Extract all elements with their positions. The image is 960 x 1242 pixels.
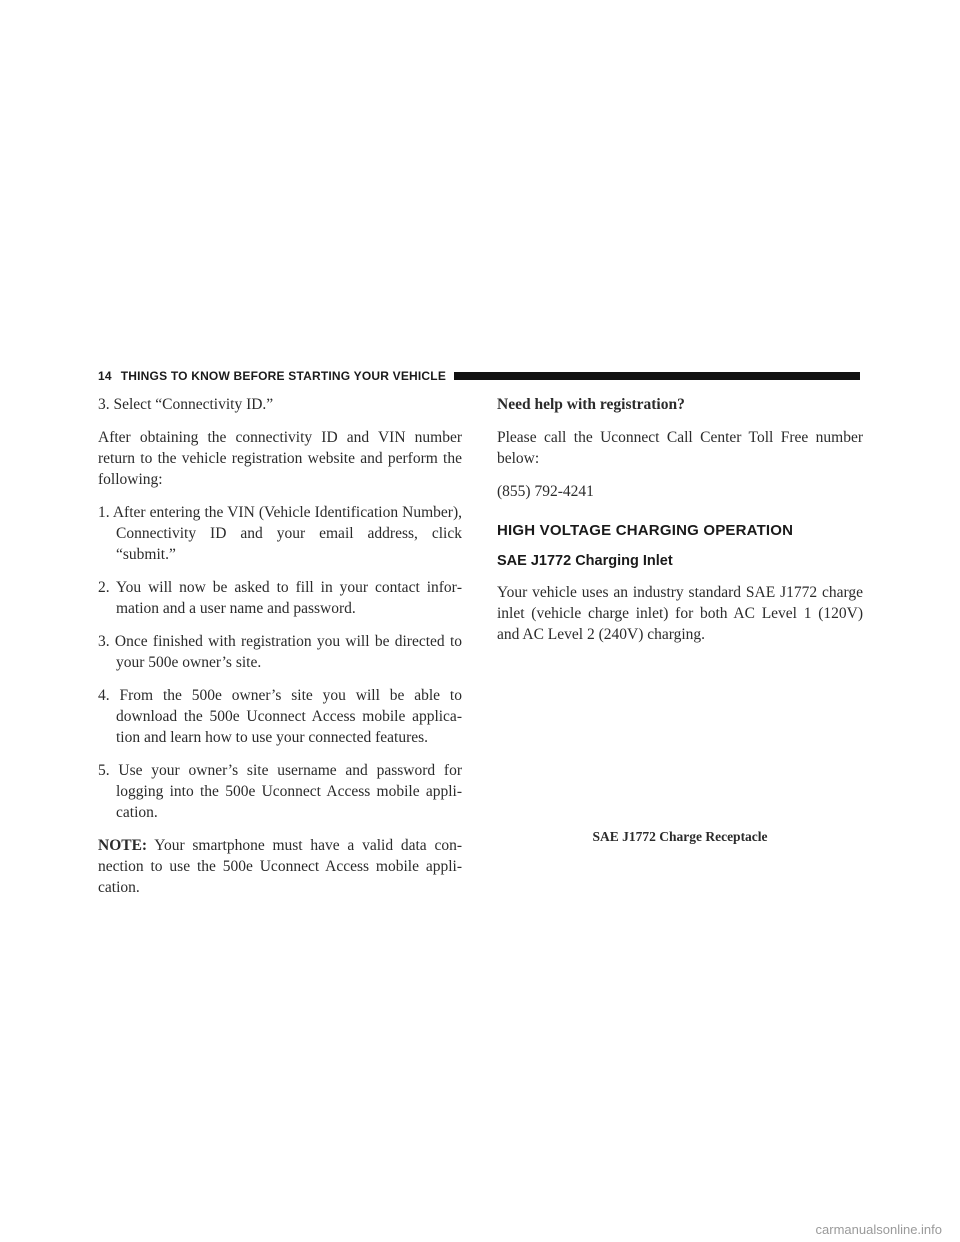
running-header <box>98 366 860 386</box>
list-item: 3. Once finished with registration you will be directed to your 500e owner’s site. <box>98 633 462 671</box>
list-item: 1. After entering the VIN (Vehicle Identification Number), Connectivity ID and your email address, click “submit.” <box>98 504 462 563</box>
note-label: NOTE: <box>98 837 148 854</box>
section-heading: HIGH VOLTAGE CHARGING OPERATION <box>497 522 794 539</box>
step3-select: 3. Select “Connectivity ID.” <box>98 396 274 413</box>
figure-caption: SAE J1772 Charge Receptacle <box>592 829 768 844</box>
list-item: 5. Use your owner’s site username and password for logging into the 500e Uconnect Access mobile application. <box>98 762 462 821</box>
subsection-heading: SAE J1772 Charging Inlet <box>497 553 673 569</box>
help-heading: Need help with registration? <box>497 396 685 413</box>
phone-number: (855) 792-4241 <box>497 483 594 500</box>
page-number: 14 <box>98 369 112 383</box>
note-text: Your smartphone must have a valid data connection to use the 500e Uconnect Access mobile application. <box>98 837 462 896</box>
header-rule <box>454 372 860 380</box>
right-column <box>497 394 863 657</box>
charging-inlet-body: Your vehicle uses an industry standard SAE J1772 charge inlet (vehicle charge inlet) for both AC Level 1 (120V) and AC Level 2 (240V) charging. <box>497 584 863 643</box>
watermark: carmanualsonline.info <box>815 1222 942 1237</box>
intro-paragraph: After obtaining the connectivity ID and VIN number return to the vehicle registration website and perform the following: <box>98 429 462 488</box>
list-item: 2. You will now be asked to fill in your contact information and a user name and password. <box>98 579 462 617</box>
note-paragraph <box>98 835 462 898</box>
section-title: THINGS TO KNOW BEFORE STARTING YOUR VEHICLE <box>120 369 447 383</box>
list-item: 4. From the 500e owner’s site you will be able to download the 500e Uconnect Access mobile application and learn how to use your connected features. <box>98 687 462 746</box>
help-text: Please call the Uconnect Call Center Toll Free number below: <box>497 429 863 467</box>
left-column <box>98 394 462 910</box>
